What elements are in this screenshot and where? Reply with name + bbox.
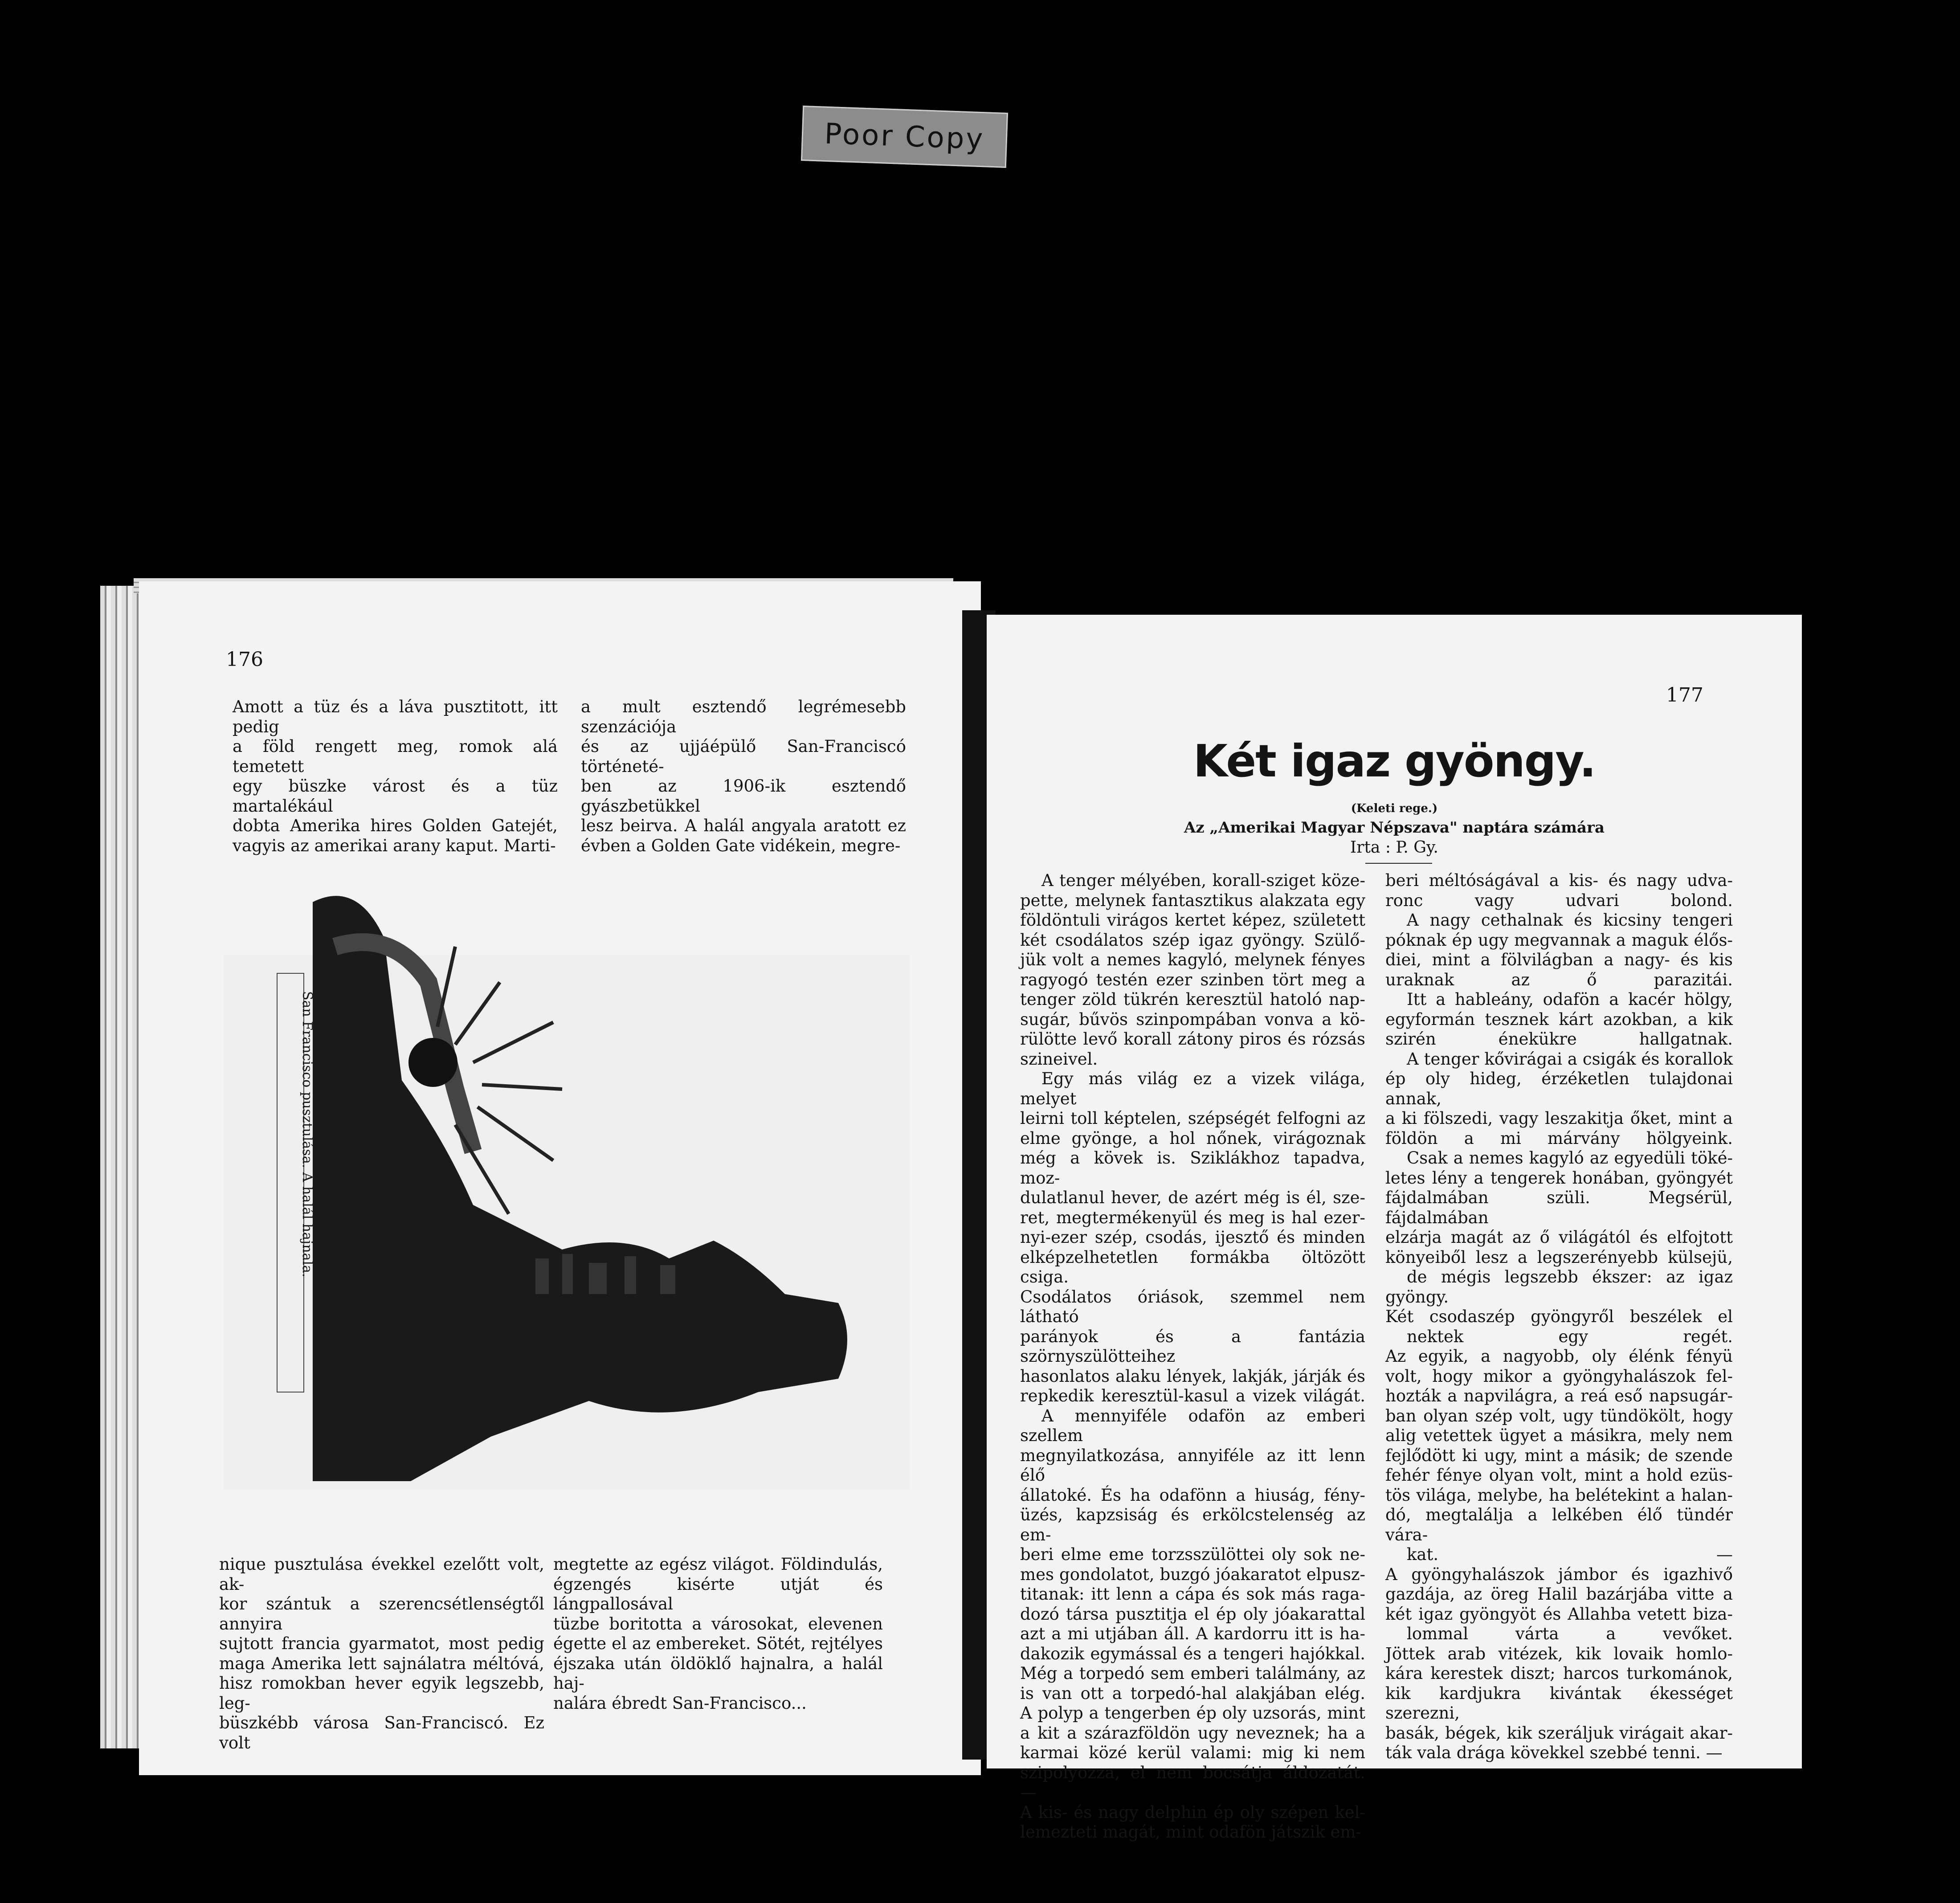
text-line: A gyöngyhalászok jámbor és igazhivő [1385,1564,1733,1584]
text-line: hasonlatos alaku lények, lakják, járják és [1020,1366,1365,1386]
text-line: a föld rengett meg, romok alá temetett [233,737,558,776]
text-line: és az ujjáépülő San-Franciscó történeté- [581,737,906,776]
text-line: elme gyönge, a hol nőnek, virágoznak [1020,1128,1365,1148]
text-line: könyeiből lesz a legszerényebb külsejü, [1385,1247,1733,1267]
text-line: földöntuli virágos kertet képez, született [1020,911,1365,930]
text-line: fehér fénye olyan volt, mint a hold ezüs- [1385,1466,1733,1485]
text-line: Az egyik, a nagyobb, oly élénk fényü [1385,1347,1733,1366]
text-line: éjszaka után öldöklő hajnalra, a halál haj- [553,1654,883,1693]
text-line: nique pusztulása évekkel ezelőtt volt, ak- [219,1555,544,1594]
text-line: üzés, kapzsiság és erkölcstelenség az em- [1020,1505,1365,1544]
text-line: pette, melynek fantasztikus alakzata egy [1020,890,1365,910]
page-number: 176 [226,648,263,671]
text-line: ragyogó testén ezer szinben tört meg a [1020,970,1365,989]
text-line: A kis- és nagy delphin ép oly szépen kel- [1020,1802,1365,1822]
text-line: de mégis legszebb ékszer: az igaz gyöngy. [1385,1267,1733,1307]
text-line: lesz beirva. A halál angyala aratott ez [581,816,906,835]
ornament-divider [1365,863,1432,864]
text-line: földön a mi márvány hölgyeink. [1385,1128,1733,1148]
text-line: karmai közé kerül valami: mig ki nem [1020,1743,1365,1762]
illustration-caption: San Francisco pusztulása. A halál hajnala. [299,991,315,1278]
text-line: tös világa, melybe, ha belétekint a halan- [1385,1485,1733,1505]
text-line: jük volt a nemes kagyló, melynek fényes [1020,950,1365,969]
text-line: Csak a nemes kagyló az egyedüli töké- [1407,1148,1733,1168]
text-line: is van ott a torpedó-hal alakjában elég. [1020,1683,1365,1703]
text-line: vagyis az amerikai arany kaput. Marti- [233,836,556,855]
text-line: égette el az embereket. Sötét, rejtélyes [553,1634,883,1653]
page-edges [100,586,145,1748]
text-line: sujtott francia gyarmatot, most pedig [219,1634,544,1653]
text-line: kára kerestek diszt; harcos turkománok, [1385,1664,1733,1683]
text-line: szineivel. [1020,1049,1098,1069]
text-line: lemezteti magát, mint odafön játszik em- [1020,1822,1362,1842]
text-line: hisz romokban hever egyik legszebb, leg- [219,1674,544,1713]
text-line: Két csodaszép gyöngyről beszélek el [1385,1307,1733,1326]
text-line: fejlődött ki ugy, mint a másik; de szende [1385,1446,1733,1465]
text-line: nyi-ezer szép, csodás, ijesztő és minden [1020,1228,1365,1247]
text-line: azt a mi utjában áll. A kardorru itt is ha- [1020,1624,1365,1643]
text-line: dobta Amerika hires Golden Gatejét, [233,816,558,835]
text-line: két igaz gyöngyöt és Allahba vetett biza- [1385,1604,1733,1624]
text-line: dulatlanul hever, de azért még is él, sze- [1020,1188,1365,1207]
text-line: két csodálatos szép igaz gyöngy. Szülő- [1020,930,1365,950]
text-line: egyformán tesznek kárt azokban, a kik [1385,1009,1733,1029]
text-line: megnyilatkozása, annyiféle az itt lenn élő [1020,1446,1365,1485]
text-line: ban olyan szép volt, ugy tündökölt, hogy [1385,1406,1733,1425]
right-col1 [1020,871,1365,1842]
text-line: dó, megtalálja a lelkében élő tündér vára- [1385,1505,1733,1544]
text-line: a kit a szárazföldön ugy neveznek; ha a [1020,1723,1365,1743]
article-subtitle: (Keleti rege.) [1351,802,1438,815]
text-line: évben a Golden Gate vidékein, megre- [581,836,901,855]
left-col2-bottom [553,1555,883,1713]
text-line: nektek egy regét. [1407,1327,1733,1346]
text-line: tenger zöld tükrén keresztül hatoló nap- [1020,990,1365,1009]
text-line: ret, megtermékenyül és meg is hal ezer- [1020,1208,1365,1227]
text-line: lommal várta a vevőket. [1407,1624,1733,1643]
text-line: maga Amerika lett sajnálatra méltóvá, [219,1654,544,1673]
text-line: elképzelhetetlen formákba öltözött csiga. [1020,1247,1365,1286]
text-line: ronc vagy udvari bolond. [1385,890,1733,910]
text-line: basák, bégek, kik szeráljuk virágait akar- [1385,1723,1733,1743]
left-page [139,581,981,1775]
text-line: megtette az egész világot. Földindulás, [553,1555,883,1574]
text-line: még a kövek is. Sziklákhoz tapadva, moz- [1020,1148,1365,1188]
text-line: beri méltóságával a kis- és nagy udva- [1385,871,1733,890]
text-line: Csodálatos óriások, szemmel nem látható [1020,1287,1365,1326]
text-line: A nagy cethalnak és kicsiny tengeri [1407,911,1733,930]
text-line: gazdája, az öreg Halil bazárjába vitte a [1385,1584,1733,1604]
text-line: dozó társa pusztitja el ép oly jóakarattal [1020,1604,1365,1624]
text-line: uraknak az ő parazitái. [1385,970,1733,989]
text-line: égzengés kisérte utját és lángpallosával [553,1574,883,1613]
text-line: ép oly hideg, érzéketlen tulajdonai annak, [1385,1069,1733,1108]
illustration [224,813,910,1490]
poor-copy-label: Poor Copy [801,106,1008,168]
text-line: dakozik egymással és a tengeri hajókkal. [1020,1644,1365,1663]
text-line: rülötte levő korall zátony piros és rózsás [1020,1029,1365,1049]
text-line: A tenger mélyében, korall-sziget köze- [1041,871,1365,890]
text-line: A polyp a tengerben ép oly uzsorás, mint [1020,1703,1365,1723]
text-line: Amott a tüz és a láva pusztitott, itt pedig [233,697,558,736]
text-line: a mult esztendő legrémesebb szenzációja [581,697,906,736]
text-line: A tenger kővirágai a csigák és korallok [1407,1049,1733,1069]
text-line: tüzbe boritotta a városokat, elevenen [553,1614,883,1633]
text-line: egy büszke várost és a tüz martalékául [233,776,558,816]
text-line: beri elme eme torzsszülöttei oly sok ne- [1020,1545,1365,1564]
right-page [987,615,1802,1842]
page-number: 177 [1666,684,1703,706]
text-line: kor szántuk a szerencsétlenségtől annyira [219,1594,544,1633]
text-line: hozták a napvilágra, a reá eső napsugár- [1385,1386,1733,1405]
text-line: volt, hogy mikor a gyöngyhalászok fel- [1385,1366,1733,1386]
text-line: nalára ébredt San-Francisco... [553,1693,807,1713]
text-line: a ki fölszedi, vagy leszakitja őket, mint a [1385,1109,1733,1128]
text-line: póknak ép ugy megvannak a maguk élős- [1385,930,1733,950]
text-line: titanak: itt lenn a cápa és sok más raga- [1020,1584,1365,1604]
article-title: Két igaz gyöngy. [1193,735,1596,787]
text-line: Jöttek arab vitézek, kik lovaik homlo- [1385,1644,1733,1663]
text-line: mes gondolatot, buzgó jóakaratot elpusz- [1020,1564,1365,1584]
text-line: szirén énekükre hallgatnak. [1385,1029,1733,1049]
text-line: Még a torpedó sem emberi találmány, az [1020,1664,1365,1683]
text-line: kat. — [1407,1545,1733,1564]
text-line: letes lény a tengerek honában, gyöngyét [1385,1168,1733,1188]
text-line: fájdalmában szüli. Megsérül, fájdalmában [1385,1188,1733,1227]
text-line: diei, mint a fölvilágban a nagy- és kis [1385,950,1733,969]
text-line: szipolyozza, el nem bocsátja áldozatát. — [1020,1763,1365,1802]
text-line: állatoké. És ha odafönn a hiuság, fény- [1020,1485,1365,1505]
left-col1-bottom [219,1555,544,1753]
text-line: leirni toll képtelen, szépségét felfogni az [1020,1109,1365,1128]
right-col2 [1385,871,1733,1763]
text-line: repkedik keresztül-kasul a vizek világát. [1020,1386,1365,1405]
text-line: kik kardjukra kivántak ékességet szerezni, [1385,1683,1733,1723]
text-line: ben az 1906-ik esztendő gyászbetükkel [581,776,906,816]
text-line: parányok és a fantázia szörnyszülötteihez [1020,1327,1365,1366]
text-line: ták vala drága kövekkel szebbé tenni. — [1385,1743,1723,1762]
text-line: elzárja magát az ő világától és elfojtott [1385,1228,1733,1247]
text-line: sugár, bűvös szinpompában vonva a kö- [1020,1009,1365,1029]
text-line: Itt a hableány, odafön a kacér hölgy, [1407,990,1733,1009]
text-line: alig vetettek ügyet a másikra, mely nem [1385,1426,1733,1445]
text-line: Egy más világ ez a vizek világa, melyet [1020,1069,1365,1108]
text-line: A mennyiféle odafön az emberi szellem [1020,1406,1365,1445]
article-author: Irta : P. Gy. [1350,838,1438,857]
article-dedication: Az „Amerikai Magyar Népszava" naptára számára [1184,819,1605,837]
text-line: büszkébb városa San-Franciscó. Ez volt [219,1713,544,1752]
